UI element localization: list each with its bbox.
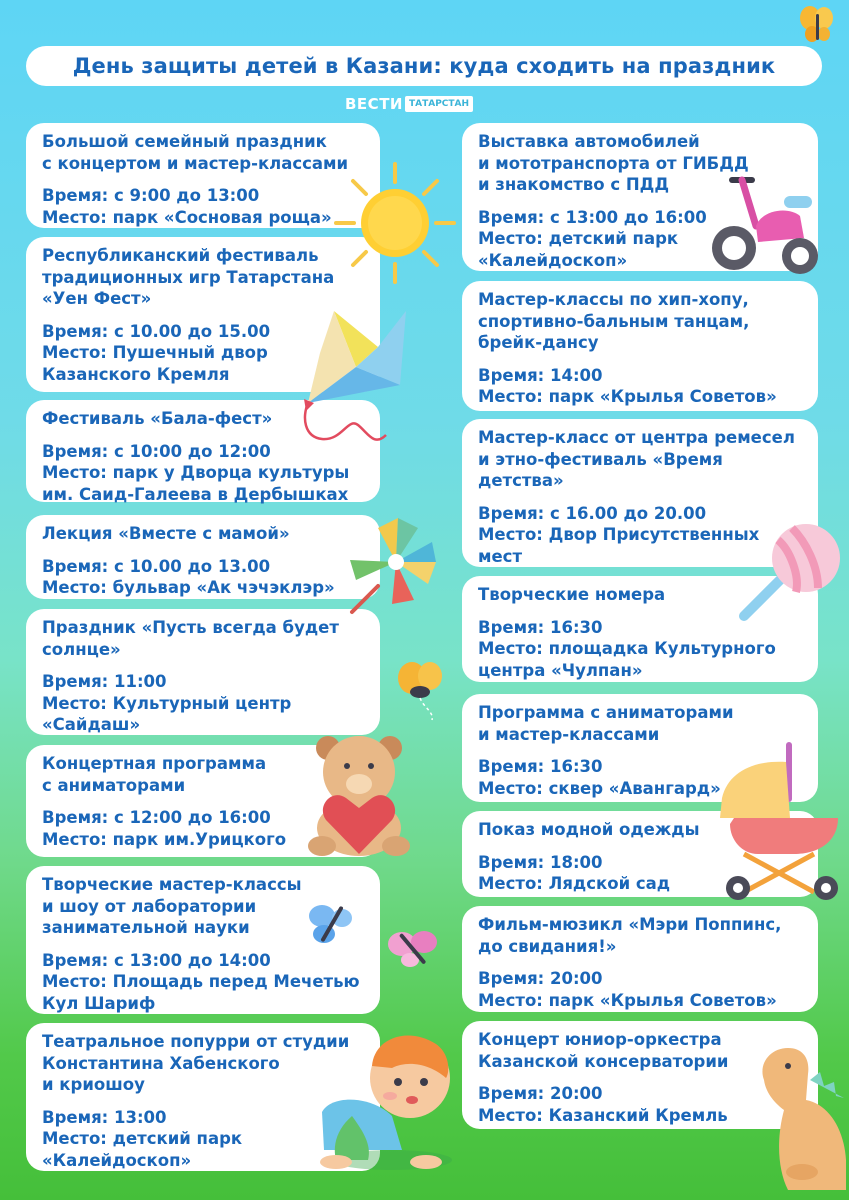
event-place-line: Место: парк у Дворца культуры [42,463,350,482]
event-time: Время: 14:00 [478,365,603,385]
event-place-line: Место: бульвар «Ак чэчэклэр» [42,578,335,597]
event-title-line: традиционных игр Татарстана [42,267,335,287]
logo-sub: ТАТАРСТАН [405,96,473,112]
event-title-line: Концерт юниор-оркестра [478,1030,722,1049]
event-place-line: Место: Площадь перед Мечетью [42,972,360,991]
event-title-line: «Уен Фест» [42,289,152,308]
event-time: Время: 18:00 [478,852,603,872]
event-time: Время: с 10.00 до 15.00 [42,321,271,341]
event-place-line: Кул Шариф [42,993,156,1013]
logo-main: ВЕСТИ [345,94,403,113]
event-title-line: до свидания!» [478,936,617,956]
event-card [462,281,818,411]
page-title: День защиты детей в Казани: куда сходить на праздник [26,46,822,86]
event-place-line: центра «Чулпан» [478,660,643,680]
event-title-line: Программа с аниматорами [478,703,734,722]
event-time: Время: 11:00 [42,672,167,691]
event-time: Время: с 10:00 до 12:00 [42,441,271,461]
event-place-line: Место: сквер «Авангард» [478,778,721,798]
event-title-line: Праздник «Пусть всегда будет [42,618,339,637]
event-title-line: Выставка автомобилей [478,132,700,151]
event-place-line: Место: Культурный центр [42,693,292,713]
kite-icon [296,307,412,447]
event-place-line: мест [478,546,523,566]
event-place-line: Место: парк «Крылья Советов» [478,990,777,1010]
event-title-line: солнце» [42,639,121,659]
event-title-line: и этно-фестиваль «Время [478,449,723,469]
event-place-line: Место: детский парк [42,1129,243,1148]
event-title-line: Концертная программа [42,754,267,773]
spacer [42,545,364,556]
event-title-line: брейк-дансу [478,333,599,352]
event-title-line: и знакомство с ПДД [478,175,670,194]
event-place-line: Место: парк «Сосновая роща» [42,207,332,227]
teddy-bear-icon [302,732,420,860]
sun-icon [330,158,460,288]
event-place-line: Казанского Кремля [42,364,230,384]
event-place-line: Место: Лядской сад [478,874,671,893]
event-time: Время: с 9:00 до 13:00 [42,186,260,205]
event-title-line: занимательной науки [42,918,250,937]
event-title-line: Творческие мастер-классы [42,875,302,894]
event-title-line: Фильм-мюзикл «Мэри Поппинс, [478,915,782,934]
event-time: Время: 20:00 [478,969,603,988]
vesti-logo [345,94,473,113]
event-time: Время: с 16.00 до 20.00 [478,503,707,523]
baby-icon [312,1020,462,1180]
event-time: Время: с 10.00 до 13.00 [42,556,271,576]
event-time: Время: 16:30 [478,757,603,776]
event-place-line: «Калейдоскоп» [42,1150,192,1170]
butterfly-icon [304,896,360,952]
event-title-line: Творческие номера [478,585,666,604]
event-time: Время: 20:00 [478,1084,603,1103]
spacer [42,660,364,671]
event-card [26,123,380,228]
butterfly-icon [394,656,446,722]
event-title-line: детства» [478,471,564,490]
event-title-line: Большой семейный праздник [42,132,327,151]
event-title-line: с аниматорами [42,775,186,795]
event-place-line: Место: площадка Культурного [478,639,776,658]
pinwheel-icon [338,508,454,616]
dinosaur-icon [748,1040,849,1190]
spacer [478,354,802,365]
event-title-line: Мастер-классы по хип-хопу, [478,290,749,309]
spacer [478,957,802,968]
event-place-line: Место: парк «Крылья Советов» [478,387,777,406]
event-time: Время: 16:30 [478,617,603,637]
event-title-line: и мастер-классами [478,724,660,744]
spacer [478,492,802,503]
event-time: Время: с 13:00 до 14:00 [42,950,271,970]
event-title-line: и мототранспорта от ГИБДД [478,153,749,173]
butterfly-icon [798,4,838,46]
event-title-line: и шоу от лаборатории [42,896,257,916]
event-place-line: Место: детский парк [478,229,679,248]
stroller-icon [714,742,849,902]
spacer [42,174,364,185]
event-title-line: и криошоу [42,1075,145,1094]
event-title-line: Константина Хабенского [42,1053,280,1073]
event-card [26,515,380,599]
event-place-line: Место: Пушечный двор [42,343,268,362]
event-title-line: с концертом и мастер-классами [42,153,349,173]
event-time: Время: с 12:00 до 16:00 [42,808,271,827]
event-title-line: Фестиваль «Бала-фест» [42,409,273,428]
event-title-line: Казанской консерватории [478,1051,729,1071]
event-title-line: Лекция «Вместе с мамой» [42,524,290,543]
event-title-line: Республиканский фестиваль [42,246,319,265]
event-title-line: Театральное попурри от студии [42,1032,350,1051]
event-place-line: «Калейдоскоп» [478,250,628,270]
event-time: Время: 13:00 [42,1107,167,1127]
rattle-icon [730,520,842,630]
event-title-line: Мастер-класс от центра ремесел [478,428,795,447]
event-place-line: Место: Двор Присутственных [478,525,760,544]
tricycle-icon [702,176,828,276]
event-time: Время: с 13:00 до 16:00 [478,207,707,227]
butterfly-icon [382,918,444,976]
event-card [26,609,380,735]
event-place-line: Место: парк им.Урицкого [42,829,287,849]
event-title-line: спортивно-бальным танцам, [478,311,750,331]
event-title-line: Показ модной одежды [478,820,700,839]
event-card [462,906,818,1012]
event-place-line: Место: Казанский Кремль [478,1105,728,1125]
event-place-line: «Сайдаш» [42,715,141,734]
event-place-line: им. Саид-Галеева в Дербышках [42,484,349,504]
